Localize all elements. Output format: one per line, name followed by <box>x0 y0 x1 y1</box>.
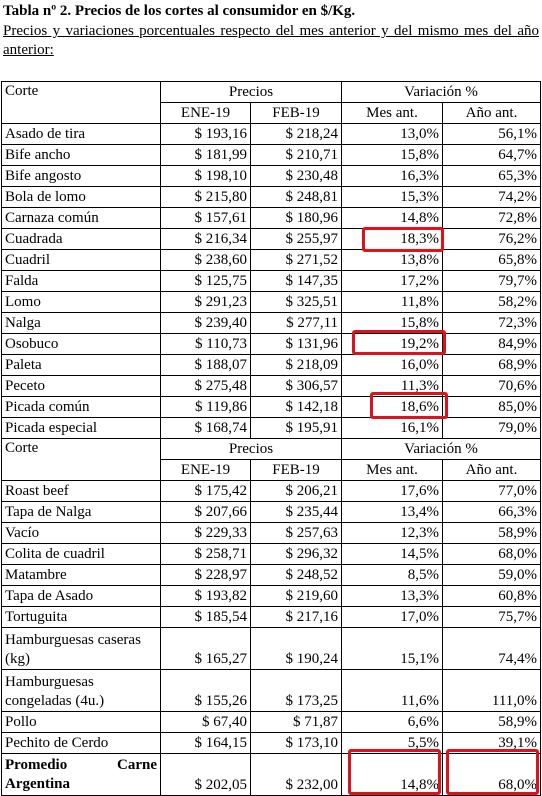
cell-mes-ant: 6,6% <box>342 712 443 733</box>
cell-feb: $ 296,32 <box>251 544 342 565</box>
cell-ene: $ 215,80 <box>161 187 251 208</box>
cell-corte: Picada especial <box>2 418 161 439</box>
cell-corte: Paleta <box>2 355 161 376</box>
table-row <box>2 544 541 565</box>
cell-anio-ant: 79,0% <box>443 418 541 439</box>
cell-mes-ant: 13,4% <box>342 502 443 523</box>
table-row <box>2 334 541 355</box>
cell-ene: $ 164,15 <box>161 733 251 754</box>
header-variacion-2: Variación % <box>342 439 541 460</box>
cell-ene: $ 185,54 <box>161 607 251 628</box>
header-ene-2: ENE-19 <box>161 460 251 481</box>
cell-mes-ant: 15,3% <box>342 187 443 208</box>
table-row <box>2 523 541 544</box>
cell-corte: Bife ancho <box>2 145 161 166</box>
cell-anio-ant: 70,6% <box>443 376 541 397</box>
cell-ene: $ 258,71 <box>161 544 251 565</box>
cell-feb: $ 248,52 <box>251 565 342 586</box>
cell-corte: Peceto <box>2 376 161 397</box>
cell-mes-ant: 14,8% <box>342 208 443 229</box>
promedio-feb: $ 232,00 <box>251 754 342 796</box>
table-row <box>2 124 541 145</box>
cell-ene: $ 207,66 <box>161 502 251 523</box>
table-row <box>2 565 541 586</box>
table-row <box>2 313 541 334</box>
cell-mes-ant: 5,5% <box>342 733 443 754</box>
cell-corte: Osobuco <box>2 334 161 355</box>
cell-anio-ant: 65,8% <box>443 250 541 271</box>
cell-feb: $ 71,87 <box>251 712 342 733</box>
header-anio-ant-2: Año ant. <box>443 460 541 481</box>
cell-ene: $ 181,99 <box>161 145 251 166</box>
cell-anio-ant: 79,7% <box>443 271 541 292</box>
cell-mes-ant: 13,8% <box>342 250 443 271</box>
cell-ene: $ 125,75 <box>161 271 251 292</box>
cell-mes-ant: 16,3% <box>342 166 443 187</box>
header-mes-ant: Mes ant. <box>342 103 443 124</box>
table-row <box>2 166 541 187</box>
section-1 <box>2 82 541 439</box>
table-row <box>2 250 541 271</box>
cell-feb: $ 147,35 <box>251 271 342 292</box>
table-row <box>2 586 541 607</box>
table-row <box>2 376 541 397</box>
cell-ene: $ 228,97 <box>161 565 251 586</box>
cell-mes-ant: 15,1% <box>342 628 443 670</box>
cell-corte: Nalga <box>2 313 161 334</box>
table-row <box>2 481 541 502</box>
cell-corte: Hamburguesas congeladas (4u.) <box>2 670 161 712</box>
promedio-word-3: Argentina <box>5 775 70 792</box>
table-row <box>2 292 541 313</box>
table-row <box>2 733 541 754</box>
cell-mes-ant: 16,1% <box>342 418 443 439</box>
header-variacion: Variación % <box>342 82 541 103</box>
cell-mes-ant: 13,3% <box>342 586 443 607</box>
cell-feb: $ 173,25 <box>251 670 342 712</box>
cell-anio-ant: 84,9% <box>443 334 541 355</box>
cell-feb: $ 218,09 <box>251 355 342 376</box>
cell-anio-ant: 64,7% <box>443 145 541 166</box>
cell-mes-ant: 12,3% <box>342 523 443 544</box>
cell-anio-ant: 58,9% <box>443 712 541 733</box>
cell-ene: $ 275,48 <box>161 376 251 397</box>
cell-ene: $ 175,42 <box>161 481 251 502</box>
cell-feb: $ 218,24 <box>251 124 342 145</box>
cell-ene: $ 216,34 <box>161 229 251 250</box>
cell-corte: Tortuguita <box>2 607 161 628</box>
prices-table <box>1 81 541 796</box>
table-row <box>2 208 541 229</box>
header-ene: ENE-19 <box>161 103 251 124</box>
cell-feb: $ 257,63 <box>251 523 342 544</box>
cell-anio-ant: 59,0% <box>443 565 541 586</box>
cell-anio-ant: 60,8% <box>443 586 541 607</box>
cell-corte: Lomo <box>2 292 161 313</box>
promedio-word-2: Carne <box>117 756 157 773</box>
cell-ene: $ 291,23 <box>161 292 251 313</box>
cell-feb: $ 173,10 <box>251 733 342 754</box>
header-row-1 <box>2 82 541 103</box>
cell-ene: $ 67,40 <box>161 712 251 733</box>
cell-corte: Bife angosto <box>2 166 161 187</box>
header-precios: Precios <box>161 82 342 103</box>
cell-corte: Asado de tira <box>2 124 161 145</box>
cell-feb: $ 210,71 <box>251 145 342 166</box>
cell-anio-ant: 72,8% <box>443 208 541 229</box>
cell-mes-ant: 18,3% <box>342 229 443 250</box>
table-row <box>2 229 541 250</box>
cell-feb: $ 230,48 <box>251 166 342 187</box>
cell-corte: Pechito de Cerdo <box>2 733 161 754</box>
cell-mes-ant: 17,0% <box>342 607 443 628</box>
promedio-word-1: Promedio <box>5 756 68 773</box>
cell-corte: Cuadrada <box>2 229 161 250</box>
cell-anio-ant: 68,0% <box>443 544 541 565</box>
cell-feb: $ 142,18 <box>251 397 342 418</box>
cell-corte: Tapa de Nalga <box>2 502 161 523</box>
cell-ene: $ 165,27 <box>161 628 251 670</box>
cell-anio-ant: 111,0% <box>443 670 541 712</box>
table-row <box>2 355 541 376</box>
table-row <box>2 418 541 439</box>
cell-feb: $ 277,11 <box>251 313 342 334</box>
cell-ene: $ 238,60 <box>161 250 251 271</box>
cell-feb: $ 219,60 <box>251 586 342 607</box>
cell-anio-ant: 74,2% <box>443 187 541 208</box>
cell-corte: Cuadril <box>2 250 161 271</box>
table-row <box>2 502 541 523</box>
promedio-row <box>2 754 541 796</box>
cell-mes-ant: 11,6% <box>342 670 443 712</box>
promedio-mes: 14,8% <box>342 754 443 796</box>
table-row <box>2 712 541 733</box>
cell-mes-ant: 14,5% <box>342 544 443 565</box>
cell-corte: Carnaza común <box>2 208 161 229</box>
cell-ene: $ 157,61 <box>161 208 251 229</box>
table-row <box>2 670 541 712</box>
cell-anio-ant: 76,2% <box>443 229 541 250</box>
cell-anio-ant: 58,9% <box>443 523 541 544</box>
cell-anio-ant: 75,7% <box>443 607 541 628</box>
cell-feb: $ 248,81 <box>251 187 342 208</box>
header-feb: FEB-19 <box>251 103 342 124</box>
cell-feb: $ 206,21 <box>251 481 342 502</box>
cell-anio-ant: 77,0% <box>443 481 541 502</box>
cell-feb: $ 190,24 <box>251 628 342 670</box>
cell-feb: $ 180,96 <box>251 208 342 229</box>
table-row <box>2 271 541 292</box>
cell-corte: Matambre <box>2 565 161 586</box>
cell-corte: Roast beef <box>2 481 161 502</box>
cell-feb: $ 325,51 <box>251 292 342 313</box>
cell-mes-ant: 16,0% <box>342 355 443 376</box>
cell-feb: $ 271,52 <box>251 250 342 271</box>
cell-corte: Tapa de Asado <box>2 586 161 607</box>
table-row <box>2 145 541 166</box>
cell-feb: $ 195,91 <box>251 418 342 439</box>
cell-feb: $ 235,44 <box>251 502 342 523</box>
cell-ene: $ 119,86 <box>161 397 251 418</box>
cell-ene: $ 193,82 <box>161 586 251 607</box>
promedio-anio: 68,0% <box>443 754 541 796</box>
promedio-label <box>2 754 161 796</box>
cell-anio-ant: 65,3% <box>443 166 541 187</box>
cell-mes-ant: 15,8% <box>342 313 443 334</box>
cell-anio-ant: 85,0% <box>443 397 541 418</box>
cell-ene: $ 193,16 <box>161 124 251 145</box>
cell-feb: $ 131,96 <box>251 334 342 355</box>
cell-ene: $ 155,26 <box>161 670 251 712</box>
cell-mes-ant: 18,6% <box>342 397 443 418</box>
promedio-section <box>2 754 541 796</box>
cell-anio-ant: 56,1% <box>443 124 541 145</box>
table-title: Tabla nº 2. Precios de los cortes al consumidor en $/Kg. <box>3 3 356 19</box>
cell-mes-ant: 13,0% <box>342 124 443 145</box>
cell-ene: $ 168,74 <box>161 418 251 439</box>
cell-feb: $ 217,16 <box>251 607 342 628</box>
cell-ene: $ 188,07 <box>161 355 251 376</box>
cell-anio-ant: 39,1% <box>443 733 541 754</box>
cell-anio-ant: 74,4% <box>443 628 541 670</box>
cell-corte: Falda <box>2 271 161 292</box>
cell-mes-ant: 11,3% <box>342 376 443 397</box>
cell-anio-ant: 68,9% <box>443 355 541 376</box>
promedio-ene: $ 202,05 <box>161 754 251 796</box>
cell-mes-ant: 8,5% <box>342 565 443 586</box>
header-anio-ant: Año ant. <box>443 103 541 124</box>
cell-mes-ant: 11,8% <box>342 292 443 313</box>
cell-feb: $ 255,97 <box>251 229 342 250</box>
table-row <box>2 397 541 418</box>
cell-anio-ant: 58,2% <box>443 292 541 313</box>
cell-corte: Bola de lomo <box>2 187 161 208</box>
header-mes-ant-2: Mes ant. <box>342 460 443 481</box>
table-row <box>2 628 541 670</box>
cell-ene: $ 229,33 <box>161 523 251 544</box>
cell-corte: Vacío <box>2 523 161 544</box>
cell-ene: $ 198,10 <box>161 166 251 187</box>
cell-mes-ant: 17,2% <box>342 271 443 292</box>
cell-corte: Hamburguesas caseras (kg) <box>2 628 161 670</box>
header-corte-2: Corte <box>2 439 161 481</box>
cell-corte: Pollo <box>2 712 161 733</box>
cell-mes-ant: 15,8% <box>342 145 443 166</box>
cell-feb: $ 306,57 <box>251 376 342 397</box>
table-subtitle: Precios y variaciones porcentuales respecto del mes anterior y del mismo mes del año anterior: <box>3 23 539 58</box>
cell-corte: Colita de cuadril <box>2 544 161 565</box>
cell-ene: $ 110,73 <box>161 334 251 355</box>
header-corte: Corte <box>2 82 161 124</box>
table-row <box>2 187 541 208</box>
cell-corte: Picada común <box>2 397 161 418</box>
cell-anio-ant: 72,3% <box>443 313 541 334</box>
table-row <box>2 607 541 628</box>
cell-ene: $ 239,40 <box>161 313 251 334</box>
header-feb-2: FEB-19 <box>251 460 342 481</box>
header-precios-2: Precios <box>161 439 342 460</box>
cell-anio-ant: 66,3% <box>443 502 541 523</box>
header-row-3 <box>2 439 541 460</box>
section-2 <box>2 439 541 754</box>
cell-mes-ant: 17,6% <box>342 481 443 502</box>
cell-mes-ant: 19,2% <box>342 334 443 355</box>
